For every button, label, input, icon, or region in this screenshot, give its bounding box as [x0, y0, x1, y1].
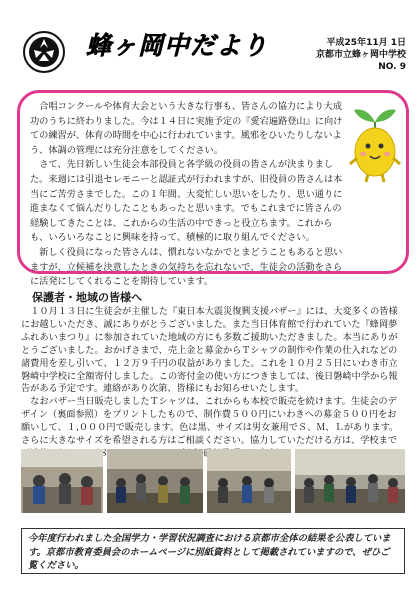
bazaar-photo-1 [21, 449, 103, 513]
intro-text [30, 100, 350, 290]
notice-box: 今年度行われました全国学力・学習状況調査における京都市全体の結果を公表しています。京都市教育委員会のホームページに別紙資料として掲載されていますので、ぜひご覧ください。 [21, 528, 405, 574]
newsletter-title: 蜂ヶ岡中だより [86, 31, 269, 60]
school-name: 京都市立蜂ヶ岡中学校 [315, 50, 406, 60]
bazaar-photo-2 [107, 449, 203, 513]
issue-date: 平成25年11月 1日 [326, 38, 406, 48]
mascot-icon [348, 104, 402, 184]
section-paragraph: なおバザー当日販売しましたＴシャツは、これからも本校で販売を続けます。生徒会のデザイン（裏面参照）をプリントしたもので、制作費５００円にいわきへの募金５００円をお願いして、１,０００円で販売します。色は黒、サイズは男女兼用でＳ、Ｍ、Ｌがあります。さらに大きなサイズを希望される方はご相談ください。協力していただける方は、学校まで （８６ [21, 396, 399, 459]
section-body [21, 306, 405, 461]
bazaar-photo-3 [207, 449, 291, 513]
intro-paragraph: さて、先日新しい生徒会本部役員と各学級の役員の皆さんが決まりました。来週には引退セレモニーと認証式が行われますが、旧役員の皆さんは本当にご苦労さまでした。この１年間、大変忙しい思いをしたり、思い通りに進まなくて悩んだりしたこともあったと思います。でもこれまでに皆さんの経験してきたことは、これからの生活の中できっと役立ちます。これからも、いろいろなことに興味を持って、積極的に取り組んでください。 [30, 159, 343, 244]
section-paragraph: １０月１３日に生徒会が主催した『東日本大震災復興支援バザー』には、大変多くの皆様にお越しいただき、誠にありがとうございました。また当日体育館で行われていた『蜂岡夢ふれあいまつり』に参加されていた地域の方にも多数ご援助いただきました。本当にありがとうございました。おかげさまで、売上金と募金からＴシャツの制作や作業の仕入れなどの諸費用を差し引いて、１２万９千円の収益がありました。これを１０月２５日にいわき市立磐崎中学校に全額寄付しました。この寄付金の使い方につきましては、後日磐崎中学から報告がある予定です。連絡があり次第、皆様にもお知らせいたします。 [21, 306, 398, 395]
intro-paragraph: 新しく役員になった皆さんは、慣れないなかでとまどうこともあると思いますが、立候補を決意したときの気持ちを忘れないで、生徒会の活動をさらに活発にしてくれることを期待しています。 [30, 246, 343, 288]
bazaar-photo-4 [295, 449, 405, 513]
section-heading: 保護者・地域の皆様へ [32, 291, 142, 304]
school-emblem-icon [22, 30, 66, 74]
intro-paragraph: 合唱コンクールや体育大会という大きな行事も、皆さんの協力により大成功のうちに終わりました。今は１４日に実施予定の『愛宕遍路登山』に向けての練習が、体育の時間を中心に行われています。風邪をひいたりしないよう、体調の管理には充分注意をしてください。 [30, 101, 343, 156]
issue-info [316, 37, 406, 73]
issue-number: NO. 9 [378, 62, 406, 72]
